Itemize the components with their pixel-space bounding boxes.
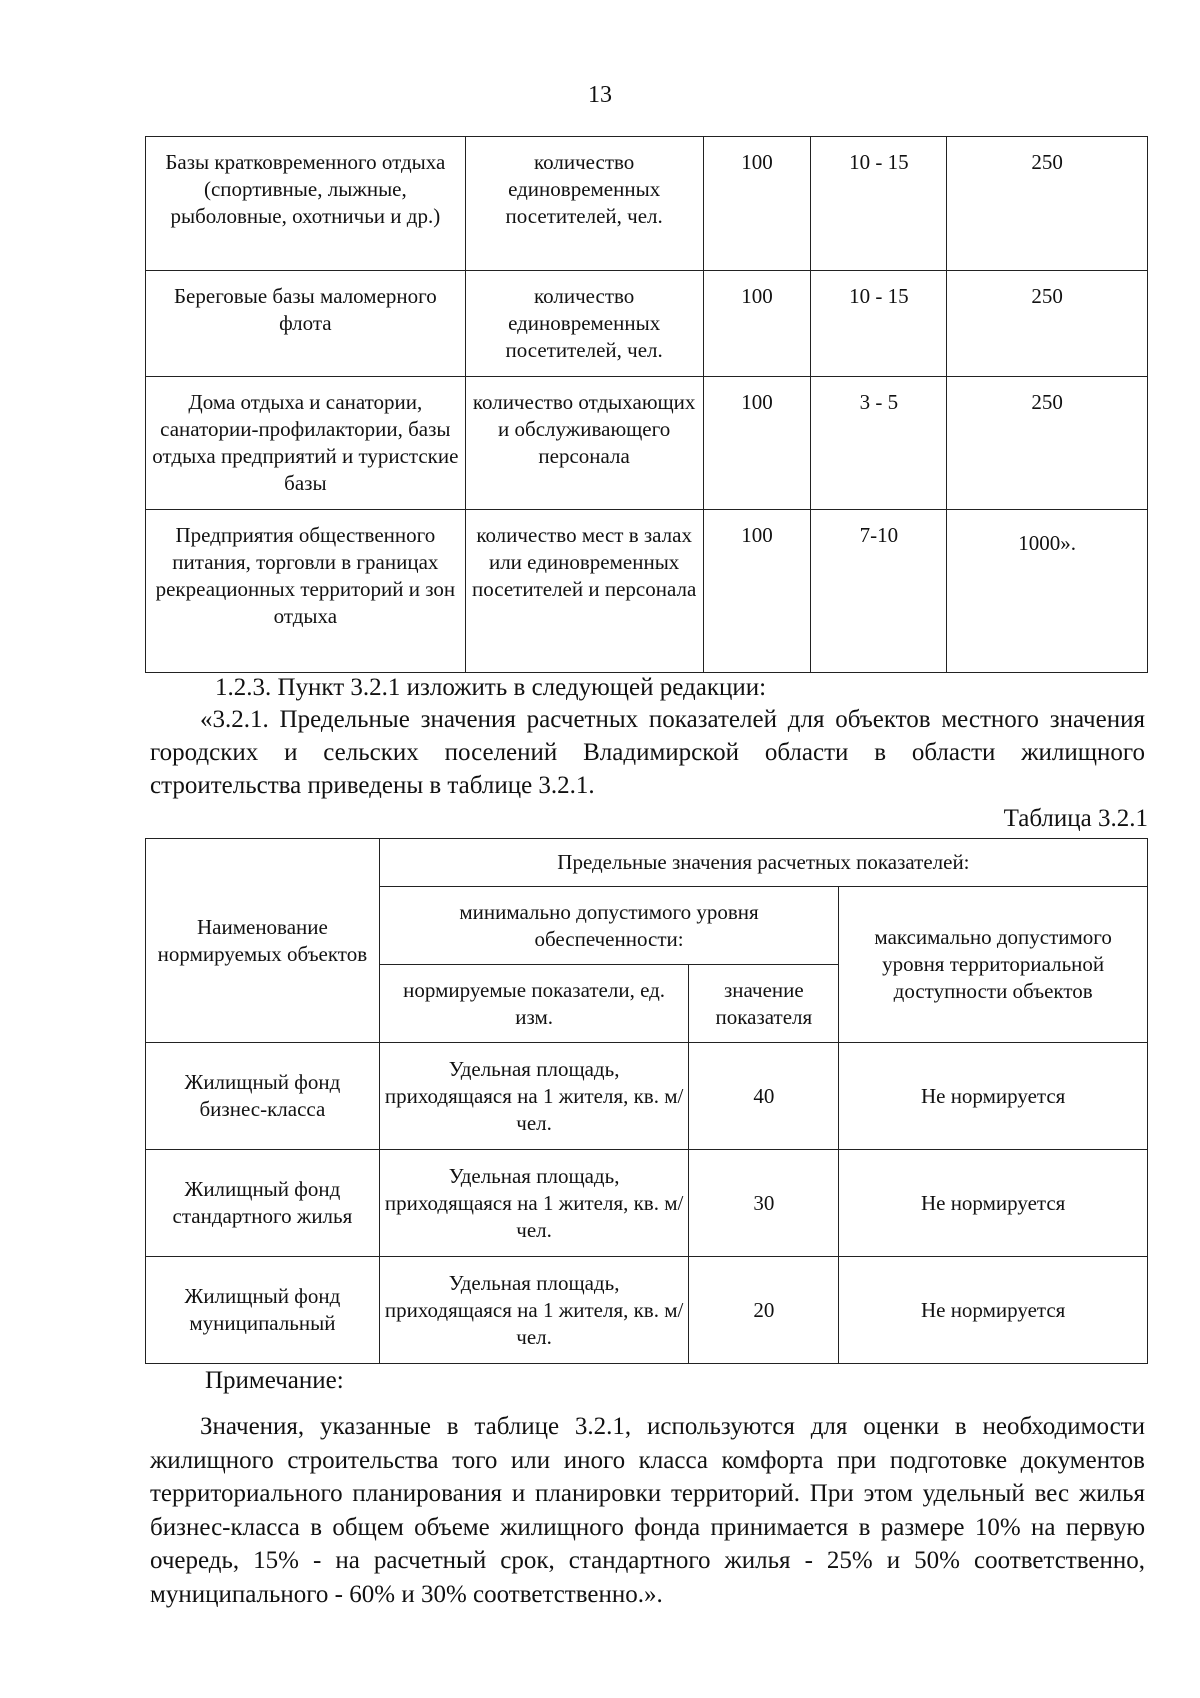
header-cell-norm: нормируемые показатели, ед. изм. <box>379 965 689 1043</box>
paragraph-3-2-1: «3.2.1. Предельные значения расчетных показателей для объектов местного значения городских и сельских поселений Владимирской области в области жилищного строительства приведены в таблице 3.2.1. <box>150 706 1145 799</box>
table-cell-unit: количество отдыхающих и обслуживающего персонала <box>465 377 703 510</box>
table-cell-value: 1000». <box>947 510 1148 673</box>
table-cell-value: 7-10 <box>811 510 947 673</box>
table-cell-value: 10 - 15 <box>811 271 947 377</box>
header-cell-name: Наименование нормируемых объектов <box>146 839 380 1043</box>
housing-table <box>145 838 1148 1364</box>
table-cell-norm: Удельная площадь, приходящаяся на 1 жителя, кв. м/чел. <box>379 1257 689 1364</box>
table-cell-name: Предприятия общественного питания, торговли в границах рекреационных территорий и зон отдыха <box>146 510 466 673</box>
table-cell-name: Жилищный фонд бизнес-класса <box>146 1043 380 1150</box>
table-row <box>146 1257 1148 1364</box>
table-header-row <box>146 839 1148 887</box>
table-row <box>146 510 1148 673</box>
header-cell-value: значение показателя <box>689 965 839 1043</box>
page-number: 13 <box>588 82 612 108</box>
table-row <box>146 1150 1148 1257</box>
table-cell-value: 40 <box>689 1043 839 1150</box>
table-cell-unit: количество единовременных посетителей, чел. <box>465 271 703 377</box>
table-cell-unit: количество мест в залах или единовременных посетителей и персонала <box>465 510 703 673</box>
table-cell-norm: Удельная площадь, приходящаяся на 1 жителя, кв. м/чел. <box>379 1043 689 1150</box>
header-cell-max: максимально допустимого уровня территориальной доступности объектов <box>839 887 1148 1043</box>
table-row <box>146 1043 1148 1150</box>
table-caption: Таблица 3.2.1 <box>1003 805 1148 832</box>
table-cell-value: 250 <box>947 137 1148 271</box>
table-cell-max: Не нормируется <box>839 1150 1148 1257</box>
table-cell-name: Жилищный фонд муниципальный <box>146 1257 380 1364</box>
table-cell-value: 10 - 15 <box>811 137 947 271</box>
note-text: Значения, указанные в таблице 3.2.1, используются для оценки в необходимости жилищного строительства того или иного класса комфорта при подготовке документов территориального планирования и планировки территорий. При этом удельный вес жилья бизнес-класса в общем объеме жилищного фонда принимается в размере 10% на первую очередь, 15% - на расчетный срок, стандартного жилья - 25% и 50% соответственно, муниципального - 60% и 30% соответственно.». <box>150 1413 1145 1608</box>
table-cell-name: Береговые базы маломерного флота <box>146 271 466 377</box>
table-cell-value: 100 <box>703 510 811 673</box>
table-cell-norm: Удельная площадь, приходящаяся на 1 жителя, кв. м/чел. <box>379 1150 689 1257</box>
table-row <box>146 137 1148 271</box>
paragraph-clause: 1.2.3. Пункт 3.2.1 изложить в следующей редакции: <box>215 674 767 701</box>
note-label: Примечание: <box>205 1367 344 1394</box>
table-cell-value: 20 <box>689 1257 839 1364</box>
table-cell-value: 30 <box>689 1150 839 1257</box>
table-cell-unit: количество единовременных посетителей, чел. <box>465 137 703 271</box>
table-cell-value: 100 <box>703 137 811 271</box>
table-cell-name: Жилищный фонд стандартного жилья <box>146 1150 380 1257</box>
table-cell-max: Не нормируется <box>839 1257 1148 1364</box>
header-cell-min: минимально допустимого уровня обеспеченности: <box>379 887 838 965</box>
table-cell-name: Базы кратковременного отдыха (спортивные, лыжные, рыболовные, охотничьи и др.) <box>146 137 466 271</box>
recreation-table <box>145 136 1148 673</box>
table-row <box>146 271 1148 377</box>
table-cell-value: 250 <box>947 271 1148 377</box>
table-cell-value: 100 <box>703 377 811 510</box>
table-cell-value: 100 <box>703 271 811 377</box>
table-cell-max: Не нормируется <box>839 1043 1148 1150</box>
table-cell-name: Дома отдыха и санатории, санатории-профилактории, базы отдыха предприятий и туристские базы <box>146 377 466 510</box>
table-cell-value: 3 - 5 <box>811 377 947 510</box>
table-cell-value: 250 <box>947 377 1148 510</box>
header-cell-limit: Предельные значения расчетных показателей: <box>379 839 1147 887</box>
table-row <box>146 377 1148 510</box>
